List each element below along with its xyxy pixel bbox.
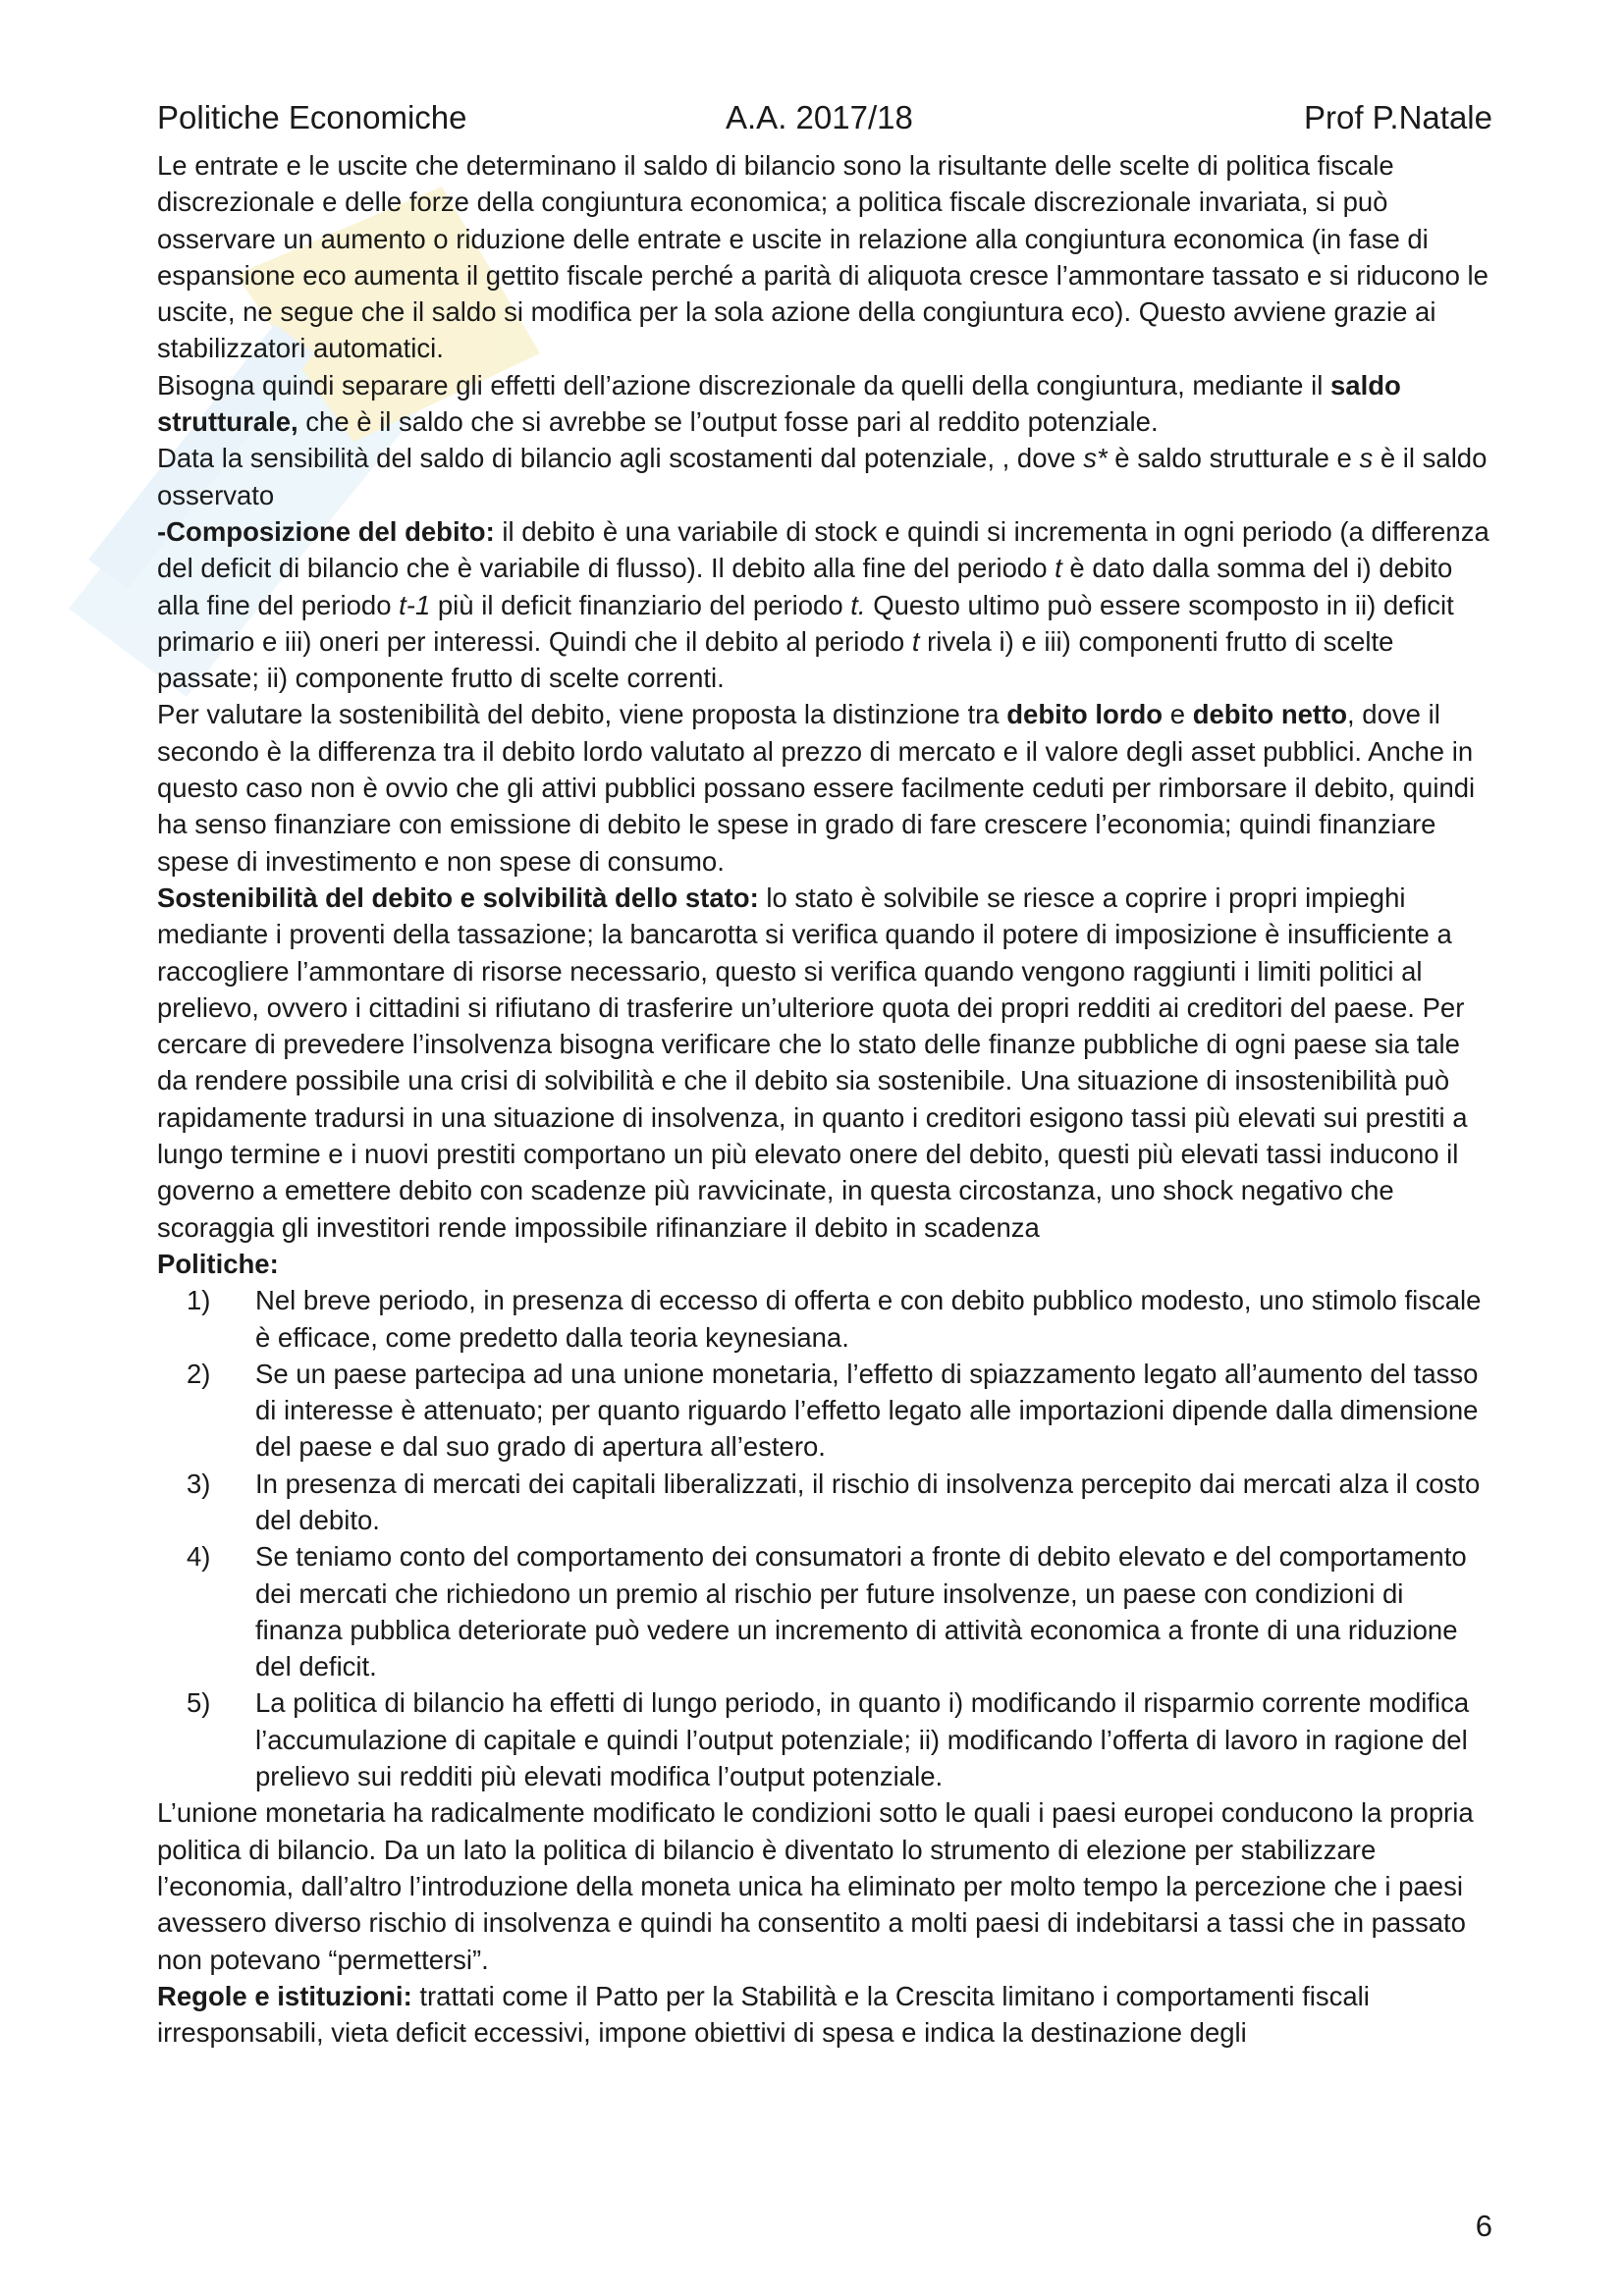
heading-sostenibilita: Sostenibilità del debito e solvibilità dello stato: (157, 881, 759, 913)
academic-year: A.A. 2017/18 (726, 99, 913, 135)
professor-name: Prof P.Natale (1303, 99, 1492, 135)
paragraph-regole-istituzioni: Regole e istituzioni: trattati come il Patto per la Stabilità e la Crescita limitano i comportamenti fiscali irresponsabili, vieta deficit eccessivi, impone obiettivi di spesa e indica la destinazione degli (157, 1980, 1370, 2049)
heading-composizione-debito: -Composizione del debito: (157, 515, 495, 547)
paragraph-saldo-bilancio: Le entrate e le uscite che determinano il saldo di bilancio sono la risultante delle scelte di politica fiscale discrezionale e delle forze della congiuntura economica; a politica fiscale discrezionale invariata, si può osservare un aumento o riduzione delle entrate e uscite in relazione alla congiuntura economica (in fase di espansione eco aumenta il gettito fiscale perché a parità di aliquota cresce l’ammontare tassato e si riducono le uscite, ne segue che il saldo si modifica per la sola azione della congiuntura eco). Questo avviene grazie ai stabilizzatori automatici. (157, 150, 1489, 364)
var-s: s (1359, 443, 1374, 474)
paragraph-saldo-strutturale: Bisogna quindi separare gli effetti dell’azione discrezionale da quelli della congiuntura, mediante il saldo strutturale, che è il saldo che si avrebbe se l’output fosse pari al reddito potenziale. (157, 369, 1401, 438)
list-item-text: In presenza di mercati dei capitali liberalizzati, il rischio di insolvenza percepito dai mercati alza il costo del debito. (255, 1468, 1481, 1535)
list-item-number: 1) (187, 1285, 211, 1316)
list-item (157, 1538, 1492, 1684)
list-item-number: 2) (187, 1358, 211, 1389)
course-title: Politiche Economiche (157, 99, 467, 135)
list-item-text: Nel breve periodo, in presenza di eccesso di offerta e con debito pubblico modesto, uno stimolo fiscale è efficace, come predetto dalla teoria keynesiana. (255, 1285, 1482, 1353)
page-number: 6 (1475, 2209, 1492, 2243)
list-item (157, 1356, 1492, 1466)
term-debito-netto: debito netto (1192, 699, 1348, 730)
heading-politiche: Politiche: (157, 1248, 279, 1279)
policies-list (157, 1282, 1492, 1794)
var-s-star: s* (1083, 443, 1108, 474)
document-body (157, 147, 1492, 2051)
paragraph-unione-monetaria: L’unione monetaria ha radicalmente modificato le condizioni sotto le quali i paesi europei conducono la propria politica di bilancio. Da un lato la politica di bilancio è diventato lo strumento di elezione per stabilizzare l’economia, dall’altro l’introduzione della moneta unica ha eliminato per molto tempo la percezione che i paesi avessero diverso rischio di insolvenza e quindi ha consentito a molti paesi di indebitarsi a tassi che in passato non potevano “permettersi”. (157, 1797, 1474, 1975)
term-saldo-strutturale: saldo strutturale, (157, 369, 1401, 438)
paragraph-debito-lordo-netto: Per valutare la sostenibilità del debito, viene proposta la distinzione tra debito lordo e debito netto, dove il secondo è la differenza tra il debito lordo valutato al prezzo di mercato e il valore degli asset pubblici. Anche in questo caso non è ovvio che gli attivi pubblici possano essere facilmente ceduti per rimborsare il debito, quindi ha senso finanziare con emissione di debito le spese in grado di fare crescere l’economia; quindi finanziare spese di investimento e non spese di consumo. (157, 699, 1476, 877)
list-item (157, 1466, 1492, 1539)
term-debito-lordo: debito lordo (1006, 699, 1164, 730)
list-item (157, 1684, 1492, 1794)
list-item-text: Se un paese partecipa ad una unione monetaria, l’effetto di spiazzamento legato all’aumento del tasso di interesse è attenuato; per quanto riguardo l’effetto legato alle importazioni dipende dalla dimensione del paese e dal suo grado di apertura all’estero. (255, 1358, 1479, 1463)
heading-regole-istituzioni: Regole e istituzioni: (157, 1980, 412, 2011)
list-item-text: La politica di bilancio ha effetti di lungo periodo, in quanto i) modificando il risparmio corrente modifica l’accumulazione di capitale e quindi l’output potenziale; ii) modificando l’offerta di lavoro in ragione del prelievo sui redditi più elevati modifica l’output potenziale. (255, 1687, 1470, 1792)
paragraph-sensibilita: Data la sensibilità del saldo di bilancio agli scostamenti dal potenziale, , dove s* è saldo strutturale e s è il saldo osservato (157, 443, 1488, 510)
page-header (157, 96, 1492, 139)
list-item-number: 5) (187, 1687, 211, 1719)
paragraph-composizione-debito: -Composizione del debito: il debito è una variabile di stock e quindi si incrementa in ogni periodo (a differenza del deficit di bilancio che è variabile di flusso). Il debito alla fine del periodo t è dato dalla somma del i) debito alla fine del periodo t-1 più il deficit finanziario del periodo t. Questo ultimo può essere scomposto in ii) deficit primario e iii) oneri per interessi. Quindi che il debito al periodo t rivela i) e iii) componenti frutto di scelte passate; ii) componente frutto di scelte correnti. (157, 515, 1489, 694)
list-item-text: Se teniamo conto del comportamento dei consumatori a fronte di debito elevato e del comportamento dei mercati che richiedono un premio al rischio per future insolvenze, un paese con condizioni di finanza pubblica deteriorate può vedere un incremento di attività economica a fronte di una riduzione del deficit. (255, 1541, 1467, 1682)
paragraph-sostenibilita: Sostenibilità del debito e solvibilità dello stato: lo stato è solvibile se riesce a coprire i propri impieghi mediante i proventi della tassazione; la bancarotta si verifica quando il potere di imposizione è insufficiente a raccogliere l’ammontare di risorse necessario, questo si verifica quando vengono raggiunti i limiti politici al prelievo, ovvero i cittadini si rifiutano di trasferire un’ulteriore quota dei propri redditi ai creditori del paese. Per cercare di prevedere l’insolvenza bisogna verificare che lo stato delle finanze pubbliche di ogni paese sia tale da rendere possibile una crisi di solvibilità e che il debito sia sostenibile. Una situazione di insostenibilità può rapidamente tradursi in una situazione di insolvenza, in quanto i creditori esigono tassi più elevati sui prestiti a lungo termine e i nuovi prestiti comportano un più elevato onere del debito, questi più elevati tassi inducono il governo a emettere debito con scadenze più ravvicinate, in questa circostanza, uno shock negativo che scoraggia gli investitori rende impossibile rifinanziare il debito in scadenza (157, 881, 1468, 1243)
list-item-number: 4) (187, 1541, 211, 1573)
list-item (157, 1282, 1492, 1356)
list-item-number: 3) (187, 1468, 211, 1499)
